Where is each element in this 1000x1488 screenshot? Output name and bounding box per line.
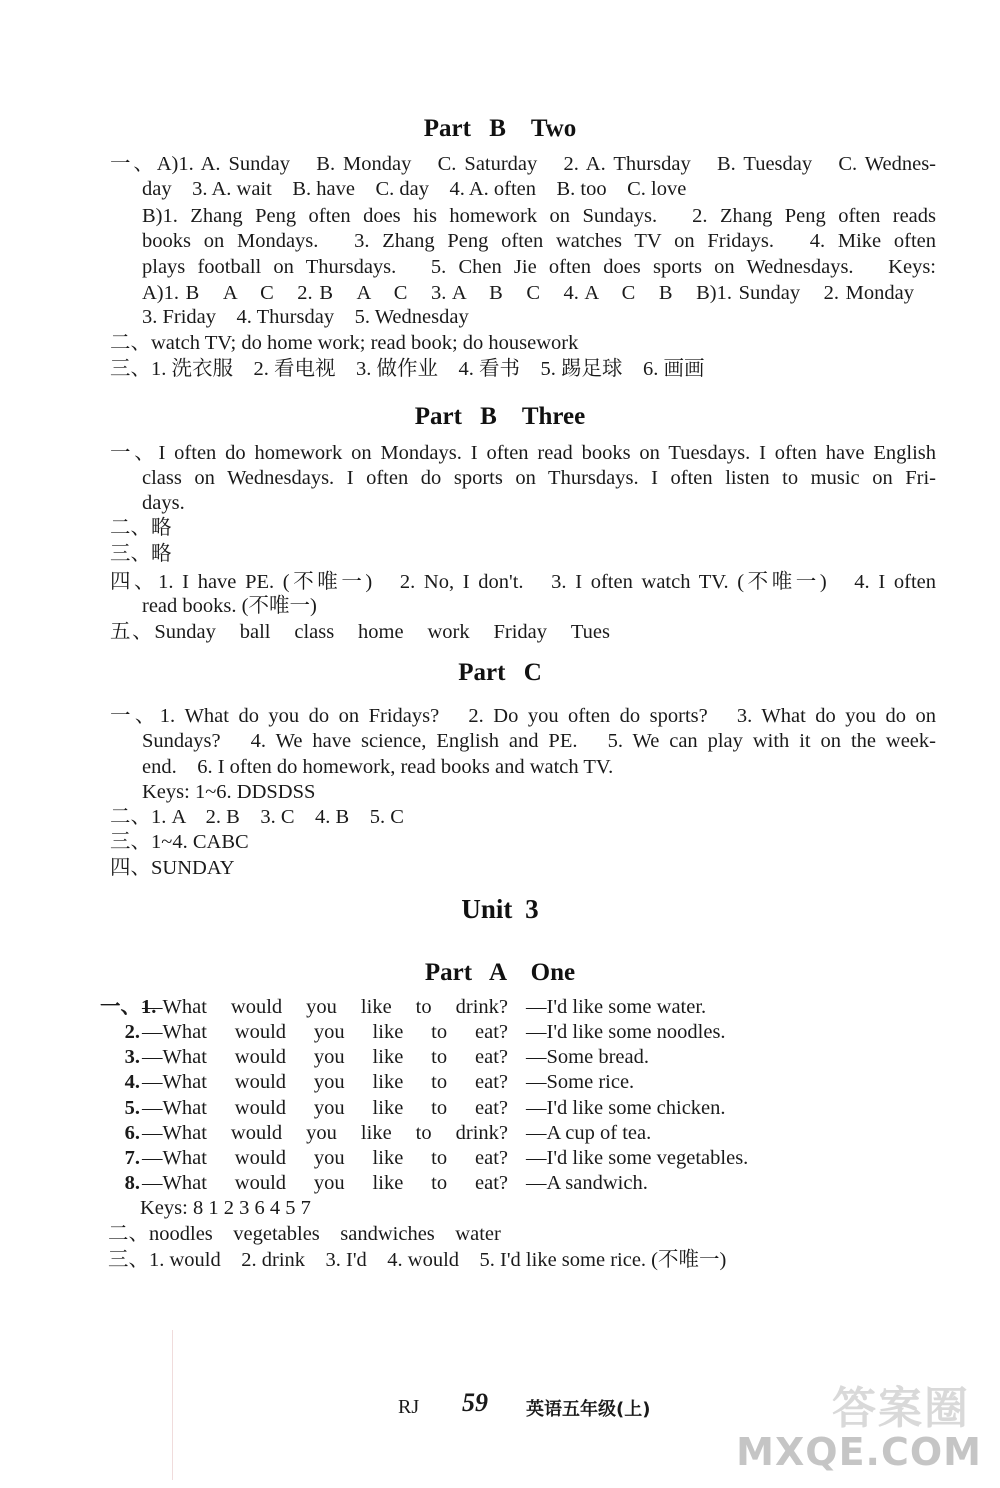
dialogue-question: —What would you like to eat? <box>142 1021 508 1043</box>
dialogue-answer: —I'd like some vegetables. <box>526 1147 749 1169</box>
answer-line: Keys: 1~6. DDSDSS <box>142 781 316 803</box>
edition-label: RJ <box>398 1396 420 1418</box>
margin-line <box>172 1330 173 1480</box>
answer-line: 二、watch TV; do home work; read book; do housework <box>110 332 579 354</box>
answer-line: 四、1. I have PE. (不唯一) 2. No, I don't. 3. I often watch TV. (不唯一) 4. I often <box>110 571 936 593</box>
answer-line: Sundays? 4. We have science, English and PE. 5. We can play with it on the week- <box>142 730 936 752</box>
dialogue-number: 8. <box>124 1172 140 1194</box>
section-heading-part-a-one: Part A One <box>424 959 576 986</box>
dialogue-row <box>100 1020 900 1045</box>
answer-line: 二、1. A 2. B 3. C 4. B 5. C <box>110 806 404 828</box>
dialogue-question: —What would you like to eat? <box>142 1147 508 1169</box>
answer-line: 3. Friday 4. Thursday 5. Wednesday <box>142 306 469 328</box>
answer-line: days. <box>142 492 185 514</box>
dialogue-answer: —Some bread. <box>526 1046 649 1068</box>
dialogue-row <box>100 1045 900 1070</box>
dialogue-row <box>100 1121 900 1146</box>
answer-line: read books. (不唯一) <box>142 595 317 617</box>
page-number: 59 <box>462 1388 488 1417</box>
section-heading-part-b-three: Part B Three <box>414 403 586 430</box>
dialogue-question: —What would you like to drink? <box>142 1122 508 1144</box>
answer-line: end. 6. I often do homework, read books and watch TV. <box>142 756 614 778</box>
dialogue-row <box>100 1096 900 1121</box>
answer-line: 四、SUNDAY <box>110 857 235 879</box>
dialogue-number: 一、1. <box>100 996 157 1018</box>
section-heading-part-c: Part C <box>458 659 542 686</box>
dialogue-answer: —A cup of tea. <box>526 1122 652 1144</box>
dialogue-question: —What would you like to eat? <box>142 1097 508 1119</box>
unit-title: Unit 3 <box>461 894 539 924</box>
answer-line: 一、I often do homework on Mondays. I often read books on Tuesdays. I often have English <box>110 442 936 464</box>
dialogue-number: 3. <box>124 1046 140 1068</box>
dialogue-number: 2. <box>124 1021 140 1043</box>
dialogue-number: 7. <box>124 1147 140 1169</box>
section-heading-part-b-two: Part B Two <box>423 115 577 142</box>
dialogue-row <box>100 1146 900 1171</box>
answer-line: 三、略 <box>110 543 172 565</box>
dialogue-question: —What would you like to eat? <box>142 1172 508 1194</box>
dialogue-answer: —I'd like some chicken. <box>526 1097 726 1119</box>
answer-line: 三、1~4. CABC <box>110 831 249 853</box>
answer-line: 二、略 <box>110 517 172 539</box>
answer-line: 一、A)1. A. Sunday B. Monday C. Saturday 2. A. Thursday B. Tuesday C. Wednes- <box>110 153 936 175</box>
answer-line: 三、1. would 2. drink 3. I'd 4. would 5. I'd like some rice. (不唯一) <box>108 1249 727 1271</box>
watermark-logo: 答案圈 <box>832 1383 970 1434</box>
answer-line: 二、noodles vegetables sandwiches water <box>108 1223 501 1245</box>
watermark-site: MXQE.COM <box>736 1430 982 1474</box>
dialogue-number: 6. <box>124 1122 140 1144</box>
dialogue-number: 5. <box>124 1097 140 1119</box>
dialogue-answer: —A sandwich. <box>526 1172 648 1194</box>
dialogue-number: 4. <box>124 1071 140 1093</box>
dialogue-row <box>100 995 900 1020</box>
answer-line: A)1. B A C 2. B A C 3. A B C 4. A C B B)1. Sunday 2. Monday <box>142 282 914 304</box>
answer-line: day 3. A. wait B. have C. day 4. A. often B. too C. love <box>142 178 687 200</box>
dialogue-answer: —Some rice. <box>526 1071 635 1093</box>
answer-line: 一、1. What do you do on Fridays? 2. Do you often do sports? 3. What do you do on <box>110 705 936 727</box>
answer-line: Keys: 8 1 2 3 6 4 5 7 <box>140 1197 311 1219</box>
dialogue-question: —What would you like to eat? <box>142 1046 508 1068</box>
dialogue-row <box>100 1171 900 1196</box>
dialogue-question: —What would you like to drink? <box>142 996 508 1018</box>
answer-line: 五、Sunday ball class home work Friday Tues <box>110 621 610 643</box>
dialogue-question: —What would you like to eat? <box>142 1071 508 1093</box>
book-title: 英语五年级(上) <box>526 1399 651 1420</box>
answer-line: plays football on Thursdays. 5. Chen Jie often does sports on Wednesdays. Keys: <box>142 256 936 278</box>
dialogue-row <box>100 1070 900 1095</box>
dialogue-answer: —I'd like some noodles. <box>526 1021 726 1043</box>
answer-line: books on Mondays. 3. Zhang Peng often watches TV on Fridays. 4. Mike often <box>142 230 936 252</box>
answer-line: B)1. Zhang Peng often does his homework on Sundays. 2. Zhang Peng often reads <box>142 205 936 227</box>
dialogue-answer: —I'd like some water. <box>526 996 707 1018</box>
answer-line: 三、1. 洗衣服 2. 看电视 3. 做作业 4. 看书 5. 踢足球 6. 画画 <box>110 358 705 380</box>
answer-line: class on Wednesdays. I often do sports on Thursdays. I often listen to music on Fri- <box>142 467 936 489</box>
